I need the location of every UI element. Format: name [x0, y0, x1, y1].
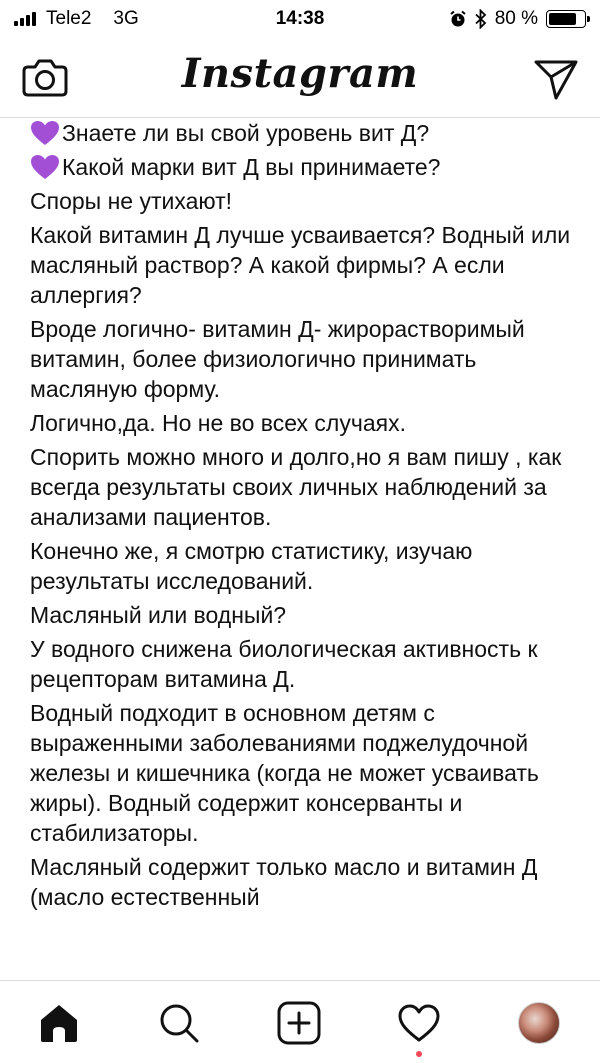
- caption-text: Вроде логично- витамин Д- жирорастворимый витамин, более физиологично принимать масляную форму.: [30, 316, 525, 402]
- paper-plane-icon: [534, 58, 578, 100]
- network-type: 3G: [113, 8, 139, 29]
- caption-paragraph: [30, 600, 578, 630]
- tab-activity[interactable]: [396, 1001, 442, 1045]
- battery-percent: 80 %: [494, 8, 538, 29]
- caption-text: Конечно же, я смотрю статистику, изучаю результаты исследований.: [30, 538, 473, 594]
- caption-paragraph: [30, 152, 578, 182]
- caption-paragraph: [30, 536, 578, 596]
- battery-fill: [549, 13, 576, 25]
- caption-paragraph: [30, 852, 578, 912]
- bluetooth-icon: [475, 9, 487, 29]
- post-caption-area[interactable]: [0, 118, 600, 980]
- caption-text: У водного снижена биологическая активность к рецепторам витамина Д.: [30, 636, 538, 692]
- caption-text: Логично,да. Но не во всех случаях.: [30, 410, 406, 436]
- caption-text: Спорить можно много и долго,но я вам пишу , как всегда результаты своих личных наблюдений за анализами пациентов.: [30, 444, 562, 530]
- caption-paragraph: [30, 408, 578, 438]
- alarm-icon: [449, 10, 467, 28]
- caption-paragraph: [30, 118, 578, 148]
- caption-text: Масляный или водный?: [30, 602, 287, 628]
- status-bar: [0, 0, 600, 38]
- top-navigation: [0, 38, 600, 118]
- caption-paragraph: [30, 442, 578, 532]
- profile-avatar: [518, 1002, 560, 1044]
- caption-text: Знаете ли вы свой уровень вит Д?: [62, 120, 430, 146]
- caption-text: Какой марки вит Д вы принимаете?: [62, 154, 441, 180]
- caption-paragraph: [30, 698, 578, 848]
- tab-new-post[interactable]: [276, 1001, 322, 1045]
- status-time: 14:38: [275, 8, 325, 29]
- search-icon: [158, 1002, 200, 1044]
- purple-heart-icon: [30, 120, 60, 146]
- caption-text: Споры не утихают!: [30, 188, 233, 214]
- caption-paragraph: [30, 186, 578, 216]
- purple-heart-icon: [30, 154, 60, 180]
- activity-notification-dot: [416, 1051, 422, 1057]
- add-post-icon: [277, 1001, 321, 1045]
- tab-profile[interactable]: [516, 1001, 562, 1045]
- status-right: [449, 8, 586, 30]
- battery-icon: [546, 10, 586, 28]
- caption-paragraph: [30, 634, 578, 694]
- post-caption: [0, 118, 600, 912]
- carrier-name: Tele2: [46, 8, 92, 29]
- heart-icon: [397, 1003, 441, 1043]
- direct-messages-button[interactable]: [534, 58, 578, 100]
- caption-text: Масляный содержит только масло и витамин Д (масло естественный: [30, 854, 538, 910]
- caption-paragraph: [30, 314, 578, 404]
- instagram-logo: Instagram: [181, 50, 419, 97]
- bottom-tab-bar: [0, 980, 600, 1063]
- tab-home[interactable]: [36, 1001, 82, 1045]
- caption-paragraph: [30, 220, 578, 310]
- home-icon: [38, 1003, 80, 1043]
- caption-text: Какой витамин Д лучше усваивается? Водный или масляный раствор? А какой фирмы? А если аллергия?: [30, 222, 571, 308]
- tab-search[interactable]: [156, 1001, 202, 1045]
- caption-text: Водный подходит в основном детям с выраженными заболеваниями поджелудочной железы и кишечника (когда не может усваивать жиры). Водный содержит консерванты и стабилизаторы.: [30, 700, 539, 846]
